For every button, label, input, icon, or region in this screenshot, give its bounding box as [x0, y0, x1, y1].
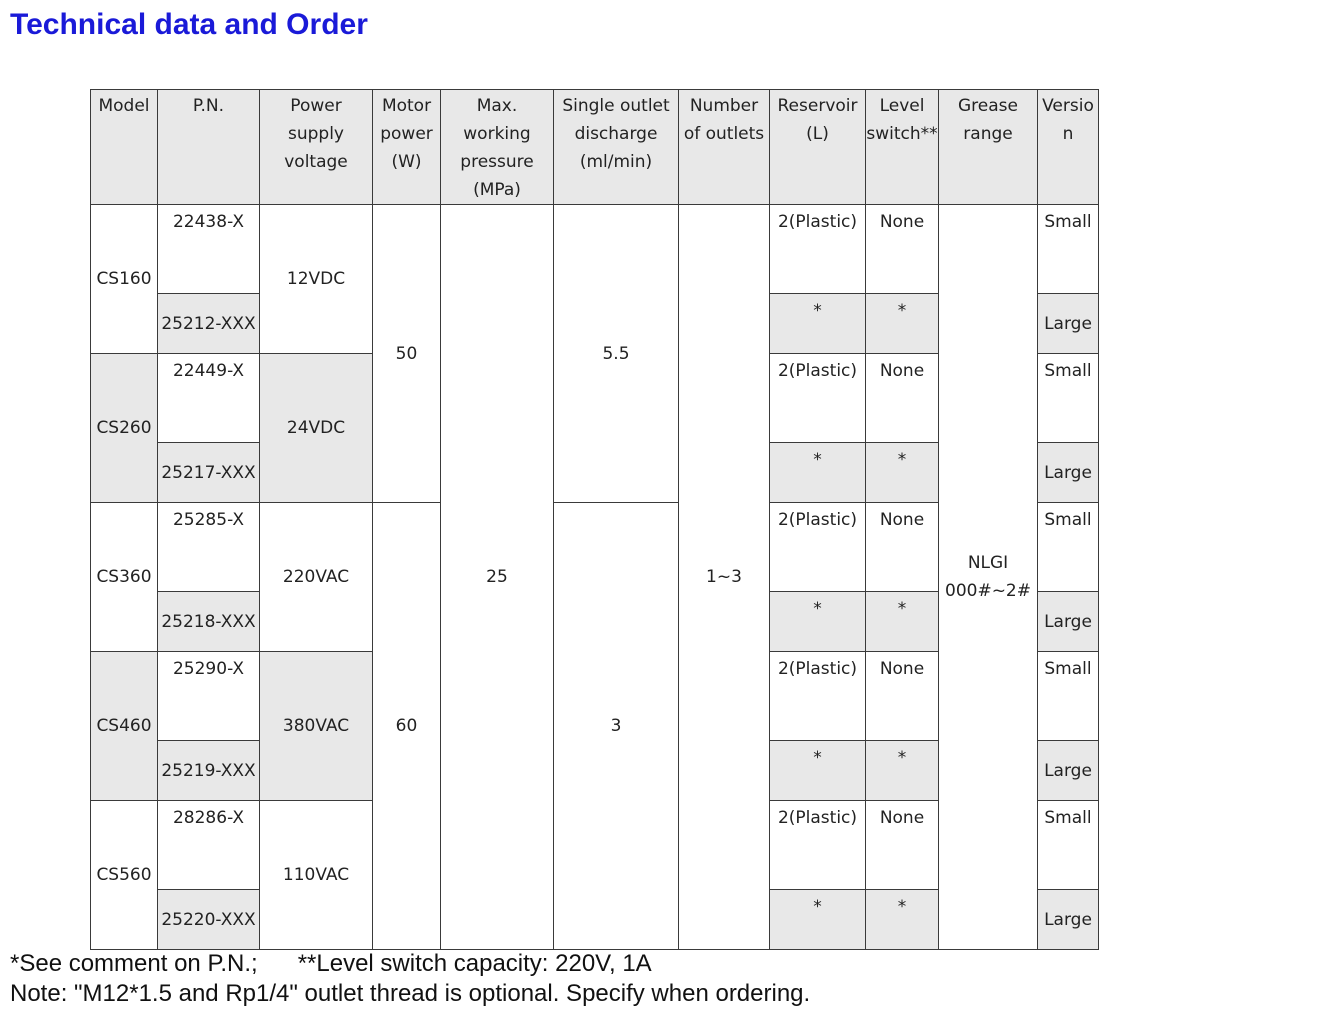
reservoir-cell: 2(Plastic)	[770, 205, 866, 294]
pn-small-cell: 25285-X	[158, 503, 260, 592]
reservoir-cell: *	[770, 294, 866, 354]
voltage-cell-text: 24VDC	[284, 414, 348, 442]
reservoir-cell: *	[770, 592, 866, 652]
pn-large-cell: 25217-XXX	[158, 443, 260, 503]
footnote-line-1	[10, 950, 652, 978]
level-switch-cell: None	[866, 503, 939, 592]
pn-small-cell: 22449-X	[158, 354, 260, 443]
header-discharge: Single outlet discharge (ml/min)	[554, 90, 679, 205]
level-switch-cell: None	[866, 354, 939, 443]
level-switch-cell: *	[866, 294, 939, 354]
header-outlets: Number of outlets	[679, 90, 770, 205]
page-title: Technical data and Order	[10, 8, 368, 41]
voltage-cell	[260, 652, 373, 801]
pn-large-cell: 25218-XXX	[158, 592, 260, 652]
discharge-cell: 5.5	[554, 205, 679, 503]
version-cell: Large	[1038, 443, 1099, 503]
version-cell: Small	[1038, 801, 1099, 890]
version-cell: Small	[1038, 652, 1099, 741]
model-cell: CS560	[91, 801, 158, 950]
pn-small-cell: 25290-X	[158, 652, 260, 741]
level-switch-cell: *	[866, 890, 939, 950]
pn-large-cell: 25220-XXX	[158, 890, 260, 950]
version-cell: Large	[1038, 741, 1099, 801]
level-switch-capacity-note: **Level switch capacity: 220V, 1A	[297, 950, 652, 977]
voltage-cell	[260, 354, 373, 503]
voltage-cell: 12VDC	[260, 205, 373, 354]
pressure-cell: 25	[441, 205, 554, 950]
header-voltage: Power supply voltage	[260, 90, 373, 205]
model-cell	[91, 354, 158, 503]
table-row	[91, 205, 1099, 294]
level-switch-cell: None	[866, 801, 939, 890]
header-version: Versio n	[1038, 90, 1099, 205]
header-row	[91, 90, 1099, 205]
reservoir-cell: 2(Plastic)	[770, 503, 866, 592]
reservoir-cell: *	[770, 443, 866, 503]
model-cell: CS160	[91, 205, 158, 354]
level-switch-cell: None	[866, 205, 939, 294]
pn-small-cell: 22438-X	[158, 205, 260, 294]
header-pn: P.N.	[158, 90, 260, 205]
voltage-cell: 220VAC	[260, 503, 373, 652]
level-switch-cell: *	[866, 592, 939, 652]
version-cell: Large	[1038, 592, 1099, 652]
header-reservoir: Reservoir (L)	[770, 90, 866, 205]
pn-large-cell: 25212-XXX	[158, 294, 260, 354]
version-cell: Small	[1038, 205, 1099, 294]
version-cell: Small	[1038, 503, 1099, 592]
header-max-pressure: Max. working pressure (MPa)	[441, 90, 554, 205]
motor-power-cell: 50	[373, 205, 441, 503]
reservoir-cell: *	[770, 741, 866, 801]
header-model: Model	[91, 90, 158, 205]
model-cell: CS360	[91, 503, 158, 652]
reservoir-cell: 2(Plastic)	[770, 652, 866, 741]
reservoir-cell: *	[770, 890, 866, 950]
level-switch-cell: *	[866, 741, 939, 801]
level-switch-cell: *	[866, 443, 939, 503]
reservoir-cell: 2(Plastic)	[770, 354, 866, 443]
voltage-cell: 110VAC	[260, 801, 373, 950]
level-switch-cell: None	[866, 652, 939, 741]
voltage-cell-text: 380VAC	[280, 712, 352, 740]
motor-power-cell: 60	[373, 503, 441, 950]
pn-small-cell: 28286-X	[158, 801, 260, 890]
discharge-cell: 3	[554, 503, 679, 950]
reservoir-cell: 2(Plastic)	[770, 801, 866, 890]
header-level-switch: Level switch**	[866, 90, 939, 205]
header-motor-power: Motor power (W)	[373, 90, 441, 205]
version-cell: Small	[1038, 354, 1099, 443]
outlets-cell: 1~3	[679, 205, 770, 950]
pn-comment-note: *See comment on P.N.;	[10, 950, 258, 977]
model-cell-text: CS460	[93, 712, 154, 740]
grease-range-cell: NLGI 000#~2#	[939, 205, 1038, 950]
model-cell	[91, 652, 158, 801]
version-cell: Large	[1038, 890, 1099, 950]
footnote-line-2: Note: "M12*1.5 and Rp1/4" outlet thread is optional. Specify when ordering.	[10, 980, 811, 1007]
technical-data-table	[90, 89, 1099, 950]
header-grease-range: Grease range	[939, 90, 1038, 205]
pn-large-cell: 25219-XXX	[158, 741, 260, 801]
model-cell-text: CS260	[93, 414, 154, 442]
version-cell: Large	[1038, 294, 1099, 354]
